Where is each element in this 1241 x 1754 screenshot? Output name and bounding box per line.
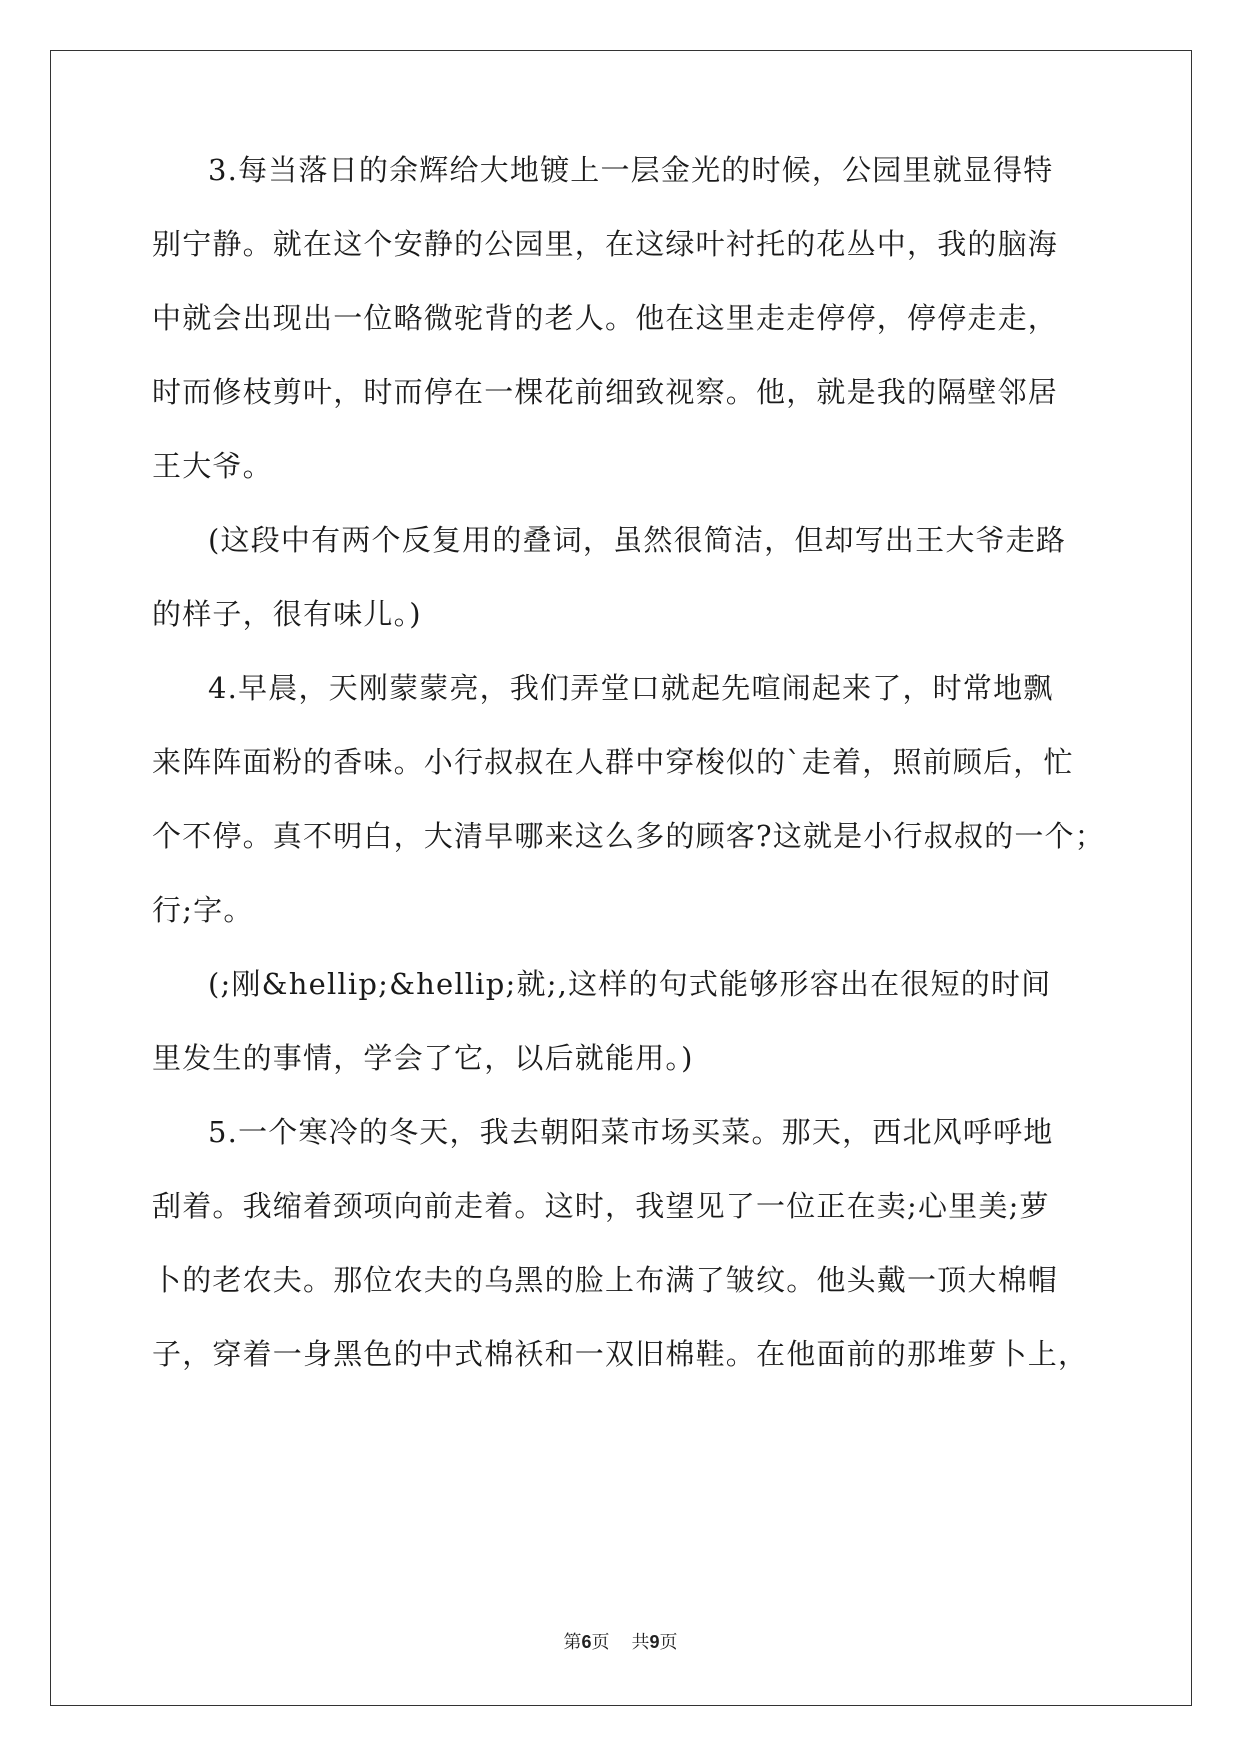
footer-total-prefix: 共 <box>631 1632 650 1653</box>
paragraph-line: 卜的老农夫。那位农夫的乌黑的脸上布满了皱纹。他头戴一顶大棉帽 <box>152 1263 1059 1297</box>
paragraph-line: 里发生的事情，学会了它，以后就能用。) <box>152 1041 694 1075</box>
paragraph-line: 4.早晨，天刚蒙蒙亮，我们弄堂口就起先喧闹起来了，时常地飘 <box>208 671 1054 705</box>
paragraph-line: (这段中有两个反复用的叠词，虽然很简洁，但却写出王大爷走路 <box>208 523 1067 557</box>
paragraph-line: 个不停。真不明白，大清早哪来这么多的顾客?这就是小行叔叔的一个； <box>152 819 1105 853</box>
paragraph-line: (;刚&hellip;&hellip;就;,这样的句式能够形容出在很短的时间 <box>208 967 1052 1001</box>
paragraph-line: 5.一个寒冷的冬天，我去朝阳菜市场买菜。那天，西北风呼呼地 <box>208 1115 1054 1149</box>
current-page-number: 6 <box>581 1632 592 1652</box>
footer-total-unit: 页 <box>659 1632 678 1653</box>
paragraph-line: 中就会出现出一位略微驼背的老人。他在这里走走停停，停停走走， <box>152 301 1059 335</box>
paragraph-line: 时而修枝剪叶，时而停在一棵花前细致视察。他，就是我的隔壁邻居 <box>152 375 1059 409</box>
paragraph-line: 子，穿着一身黑色的中式棉袄和一双旧棉鞋。在他面前的那堆萝卜上， <box>152 1337 1089 1371</box>
footer-page-unit: 页 <box>591 1632 610 1653</box>
paragraph-line: 行;字。 <box>152 893 254 927</box>
paragraph-line: 来阵阵面粉的香味。小行叔叔在人群中穿梭似的`走着，照前顾后，忙 <box>152 745 1074 779</box>
paragraph-line: 刮着。我缩着颈项向前走着。这时，我望见了一位正在卖;心里美;萝 <box>152 1189 1050 1223</box>
page-footer <box>0 1628 1241 1654</box>
footer-prefix: 第 <box>563 1632 582 1653</box>
paragraph-line: 王大爷。 <box>152 449 273 483</box>
paragraph-line: 别宁静。就在这个安静的公园里，在这绿叶衬托的花丛中，我的脑海 <box>152 227 1059 261</box>
paragraph-line: 的样子，很有味儿。) <box>152 597 422 631</box>
total-page-number: 9 <box>649 1632 660 1652</box>
paragraph-line: 3.每当落日的余辉给大地镀上一层金光的时候，公园里就显得特 <box>208 153 1054 187</box>
